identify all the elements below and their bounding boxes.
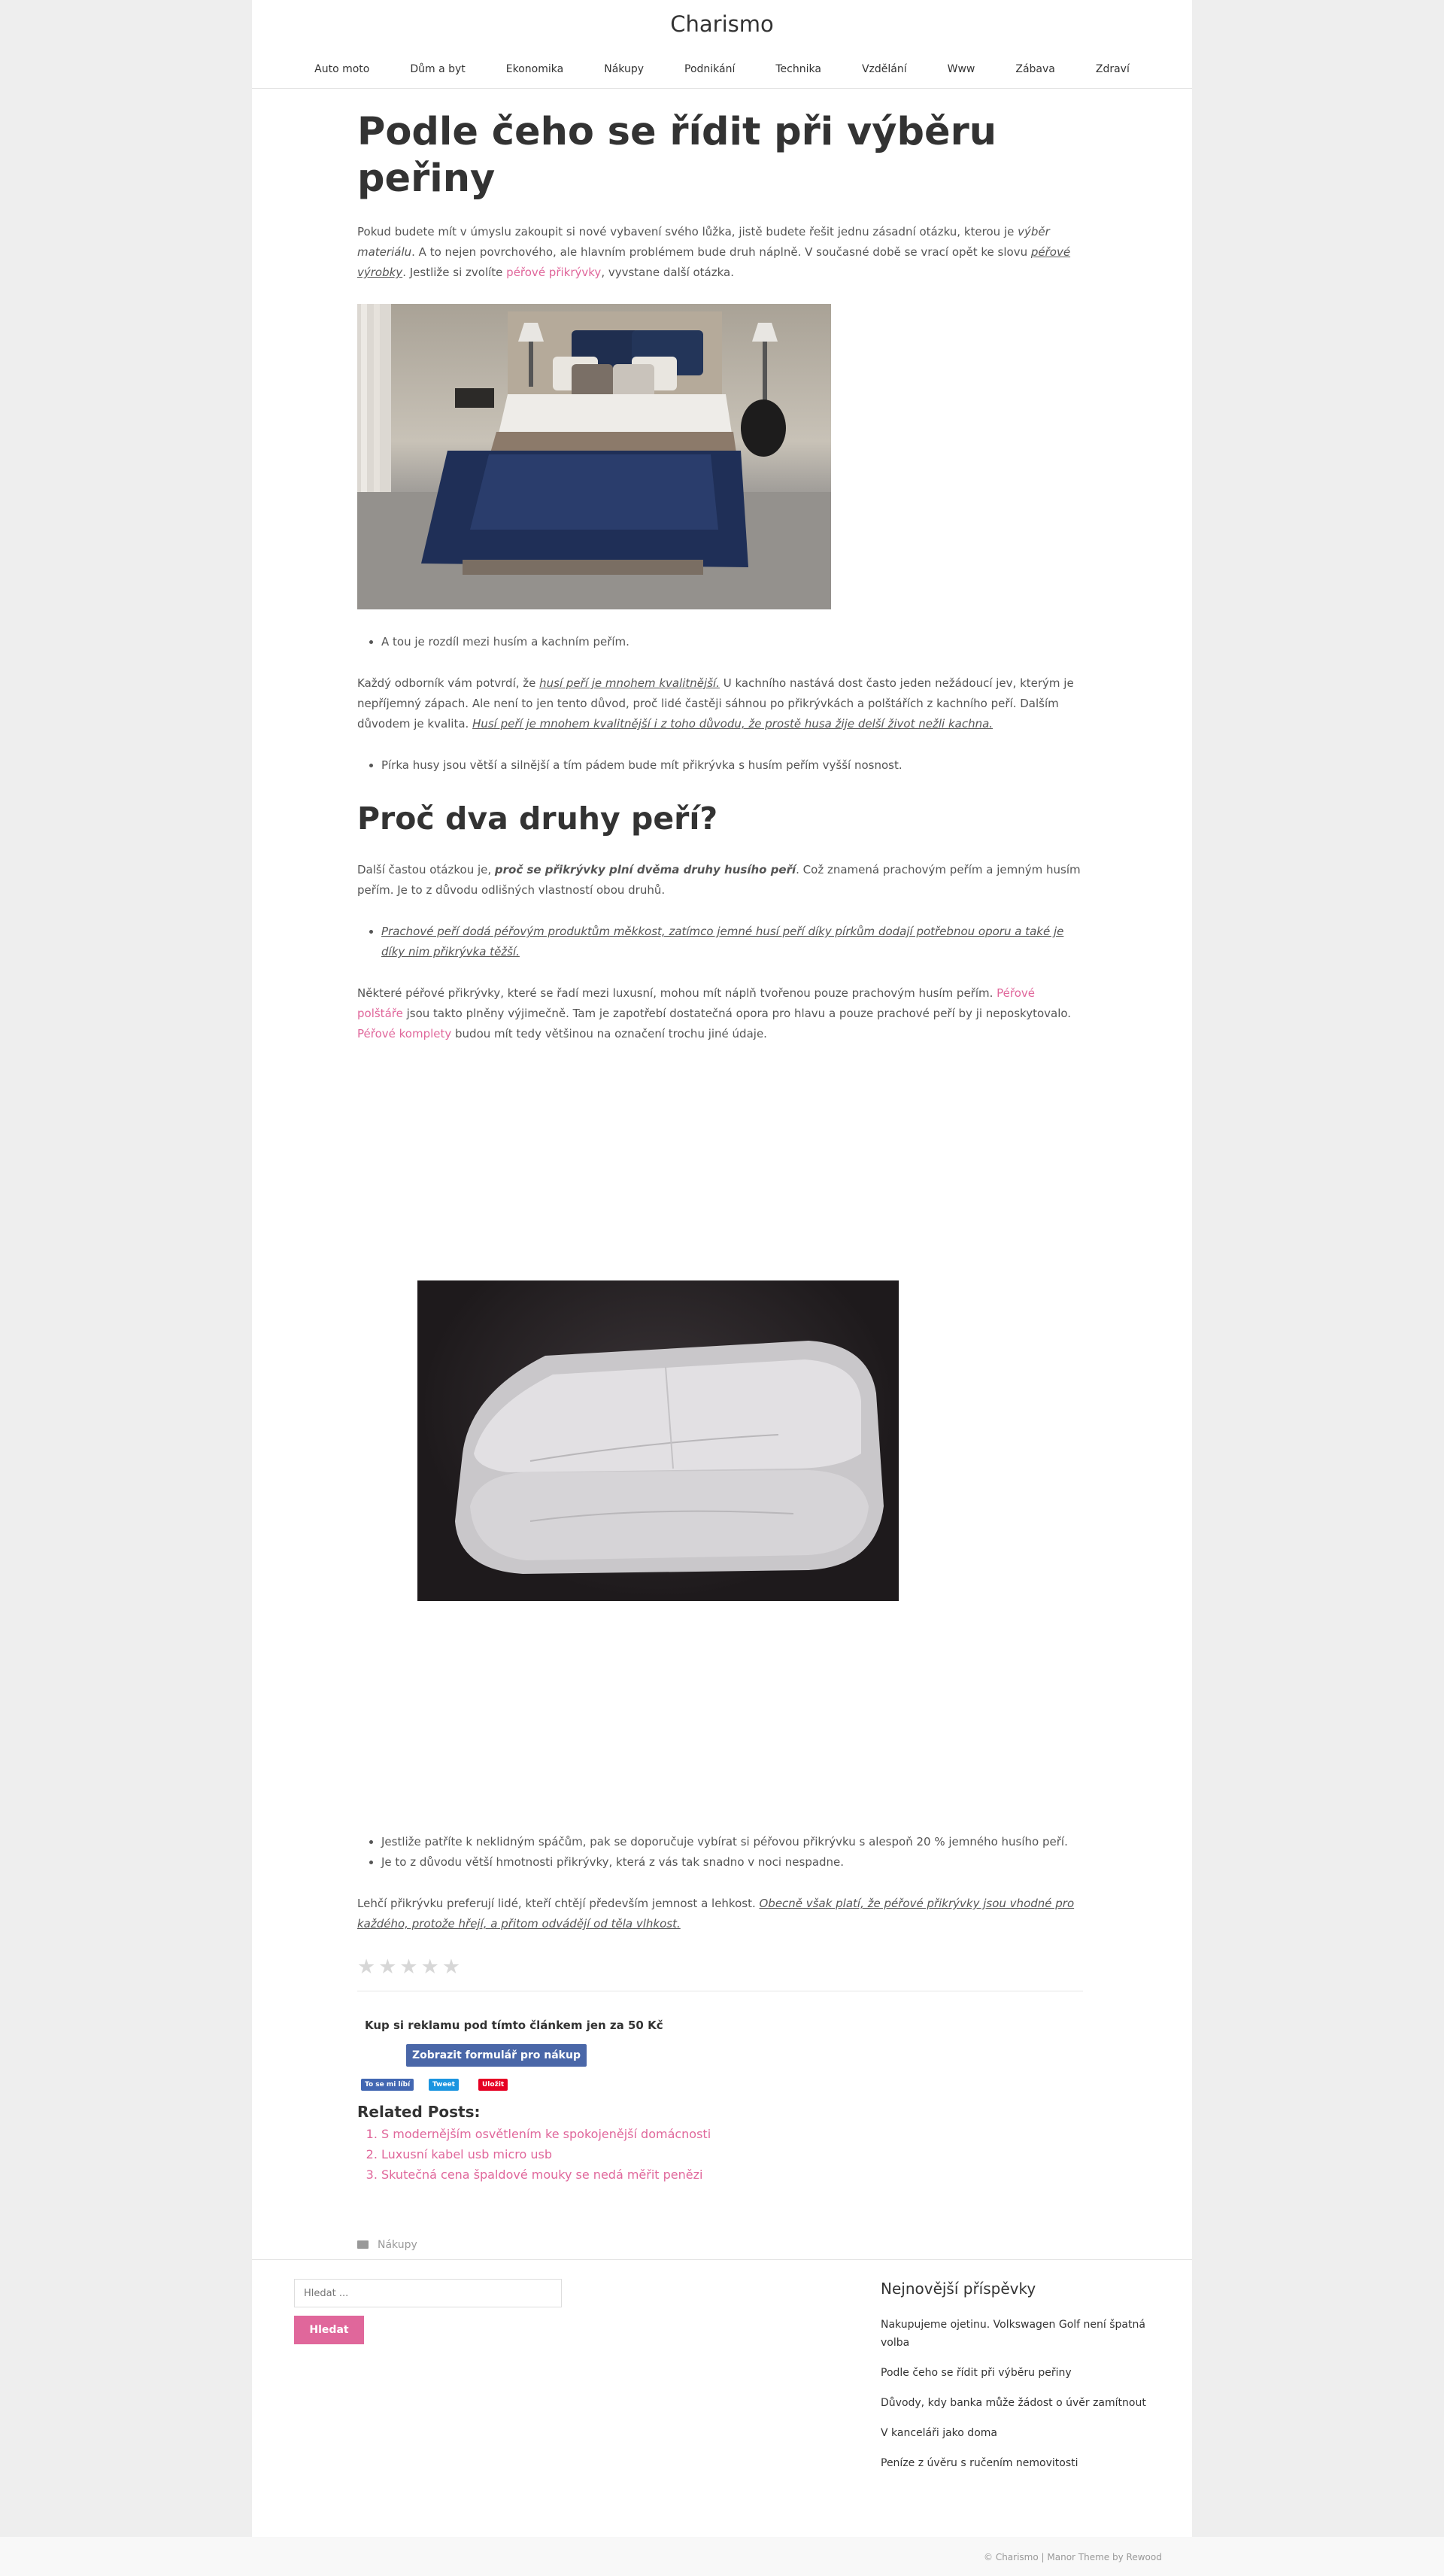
paragraph-4 xyxy=(357,983,1083,1044)
bullet-list-3 xyxy=(357,922,1083,962)
nav-item-vzdelani[interactable]: Vzdělání xyxy=(861,63,907,75)
text: Některé péřové přikrývky, které se řadí mezi luxusní, mohou mít náplň tvořenou pouze prachovým husím peřím. xyxy=(357,986,997,1000)
duvet-illustration xyxy=(417,1280,899,1601)
bed-image xyxy=(357,304,831,609)
list-item: • Jestliže patříte k neklidným spáčům, pak se doporučuje vybírat si péřovou přikrývku s alespoň 20 % jemného husího peří. xyxy=(381,1832,1083,1852)
link-perove-polstare[interactable]: Péřové polštáře xyxy=(357,986,1036,1020)
paragraph-3 xyxy=(357,860,1083,901)
nav-divider xyxy=(252,88,1192,89)
search-input[interactable] xyxy=(294,2279,562,2307)
recent-post-link[interactable]: Peníze z úvěru s ručením nemovitosti xyxy=(881,2457,1078,2469)
main-nav xyxy=(252,63,1192,75)
nav-item-www[interactable]: Www xyxy=(947,63,975,75)
link-perove-prikryvky[interactable]: péřové přikrývky xyxy=(506,266,602,279)
site-title[interactable]: Charismo xyxy=(670,11,774,37)
facebook-like-button[interactable]: To se mi líbí xyxy=(361,2079,414,2091)
related-posts-list xyxy=(357,2124,1083,2185)
ad-offer-text: Kup si reklamu pod tímto článkem jen za 50 Kč xyxy=(365,2019,663,2032)
link-perove-komplety[interactable]: Péřové komplety xyxy=(357,1027,452,1040)
recent-post-link[interactable]: Nakupujeme ojetinu. Volkswagen Golf není špatná volba xyxy=(881,2319,1145,2349)
list-item: • Prachové peří dodá péřovým produktům měkkost, zatímco jemné husí peří díky pírkům dodají potřebnou oporu a také je díky nim přikrývka těžší. xyxy=(381,922,1083,962)
text: jsou takto plněny výjimečně. Tam je zapotřebí dostatečná opora pro hlavu a pouze prachové peří by ji neposkytovalo. xyxy=(402,1007,1072,1020)
section-heading: Proč dva druhy peří? xyxy=(357,800,718,837)
post-category xyxy=(357,2239,1083,2251)
category-link[interactable]: Nákupy xyxy=(378,2239,417,2251)
nav-item-nakupy[interactable]: Nákupy xyxy=(604,63,644,75)
text: . Což znamená prachovým peřím a jemným husím peřím. Je to z důvodu odlišných vlastností obou druhů. xyxy=(357,863,1081,897)
pinterest-save-button[interactable]: Uložit xyxy=(478,2079,508,2091)
recent-posts-widget xyxy=(881,2280,1151,2484)
nav-item-dum-a-byt[interactable]: Dům a byt xyxy=(410,63,466,75)
folder-icon xyxy=(357,2240,369,2249)
search-button[interactable]: Hledat xyxy=(294,2316,364,2344)
article xyxy=(357,109,1083,2251)
bullet-list-1 xyxy=(357,632,1083,652)
text: U kachního nastává dost často jeden nežádoucí jev, kterým je nepříjemný zápach. Ale není to jen tento důvod, proč lidé častěji sáhnou po přikrývkách a polštářích z kachního peří. Dalším důvodem je kvalita. xyxy=(357,676,1074,731)
list-item: • Pírka husy jsou větší a silnější a tím pádem bude mít přikrývka s husím peřím vyšší nosnost. xyxy=(381,755,1083,776)
list-item: • A tou je rozdíl mezi husím a kachním peřím. xyxy=(381,632,1083,652)
paragraph-5 xyxy=(357,1894,1083,1934)
text: Další častou otázkou je, xyxy=(357,863,495,876)
text: . A to nejen povrchového, ale hlavním problémem bude druh náplně. V současné době se vrací opět ke slovu xyxy=(411,245,1031,259)
show-purchase-form-button[interactable]: Zobrazit formulář pro nákup xyxy=(406,2044,587,2067)
copyright-text: © Charismo | Manor Theme by Rewood xyxy=(984,2552,1162,2562)
emphasis: výběr materiálu xyxy=(357,225,1050,259)
nav-item-zdravi[interactable]: Zdraví xyxy=(1095,63,1130,75)
recent-post-link[interactable]: V kanceláři jako doma xyxy=(881,2427,997,2439)
nav-item-technika[interactable]: Technika xyxy=(775,63,821,75)
bottom-bar xyxy=(0,2537,1444,2576)
bullet-list-2 xyxy=(357,755,1083,776)
recent-post-link[interactable]: Důvody, kdy banka může žádost o úvěr zamítnout xyxy=(881,2397,1146,2409)
related-post-link[interactable]: 2. Luxusní kabel usb micro usb xyxy=(381,2144,1083,2164)
text: Pokud budete mít v úmyslu zakoupit si nové vybavení svého lůžka, jistě budete řešit jednu zásadní otázku, kterou je xyxy=(357,225,1018,238)
list-item: • Je to z důvodu větší hmotnosti přikrývky, která z vás tak snadno v noci nespadne. xyxy=(381,1852,1083,1873)
ad-space xyxy=(357,1065,1083,1280)
duvet-image xyxy=(417,1280,899,1601)
related-post-link[interactable]: 1. S modernějším osvětlením ke spokojenější domácnosti xyxy=(381,2124,1083,2144)
ad-space xyxy=(357,1601,1083,1832)
text: budou mít tedy většinou na označení trochu jiné údaje. xyxy=(451,1027,767,1040)
emphasis-underlined: Obecně však platí, že péřové přikrývky jsou vhodné pro každého, protože hřejí, a přitom odvádějí od těla vlhkost. xyxy=(357,1897,1075,1930)
recent-post-link[interactable]: Podle čeho se řídit při výběru peřiny xyxy=(881,2367,1072,2379)
rating-stars[interactable]: ★★★★★ xyxy=(357,1955,464,1979)
intro-paragraph xyxy=(357,222,1083,283)
related-post-link[interactable]: 3. Skutečná cena špaldové mouky se nedá měřit penězi xyxy=(381,2164,1083,2185)
related-posts-title: Related Posts: xyxy=(357,2103,481,2121)
nav-item-zabava[interactable]: Zábava xyxy=(1015,63,1055,75)
share-buttons xyxy=(357,2076,1083,2095)
text: Každý odborník vám potvrdí, že xyxy=(357,676,540,690)
nav-item-auto-moto[interactable]: Auto moto xyxy=(314,63,370,75)
footer-divider xyxy=(252,2259,1192,2260)
bullet-list-4 xyxy=(357,1832,1083,1873)
paragraph-2 xyxy=(357,673,1083,734)
emphasis-underlined: husí peří je mnohem kvalitnější. xyxy=(539,676,720,690)
text: Lehčí přikrývku preferují lidé, kteří chtějí především jemnost a lehkost. xyxy=(357,1897,760,1910)
emphasis-underlined: Husí peří je mnohem kvalitnější i z toho důvodu, že prostě husa žije delší život nežli kachna. xyxy=(472,717,994,731)
emphasis-underlined: péřové výrobky xyxy=(357,245,1071,279)
widget-title: Nejnovější příspěvky xyxy=(881,2280,1036,2298)
tweet-button[interactable]: Tweet xyxy=(429,2079,459,2091)
duvet-image-wrapper xyxy=(357,1280,1083,1601)
strong-emphasis: proč se přikrývky plní dvěma druhy husího peří xyxy=(494,863,796,876)
text: , vyvstane další otázka. xyxy=(601,266,735,279)
bed-illustration xyxy=(357,304,831,609)
nav-item-ekonomika[interactable]: Ekonomika xyxy=(505,63,564,75)
page-container xyxy=(252,0,1192,2537)
article-title: Podle čeho se řídit při výběru peřiny xyxy=(357,110,997,201)
nav-item-podnikani[interactable]: Podnikání xyxy=(684,63,736,75)
text: . Jestliže si zvolíte xyxy=(402,266,507,279)
